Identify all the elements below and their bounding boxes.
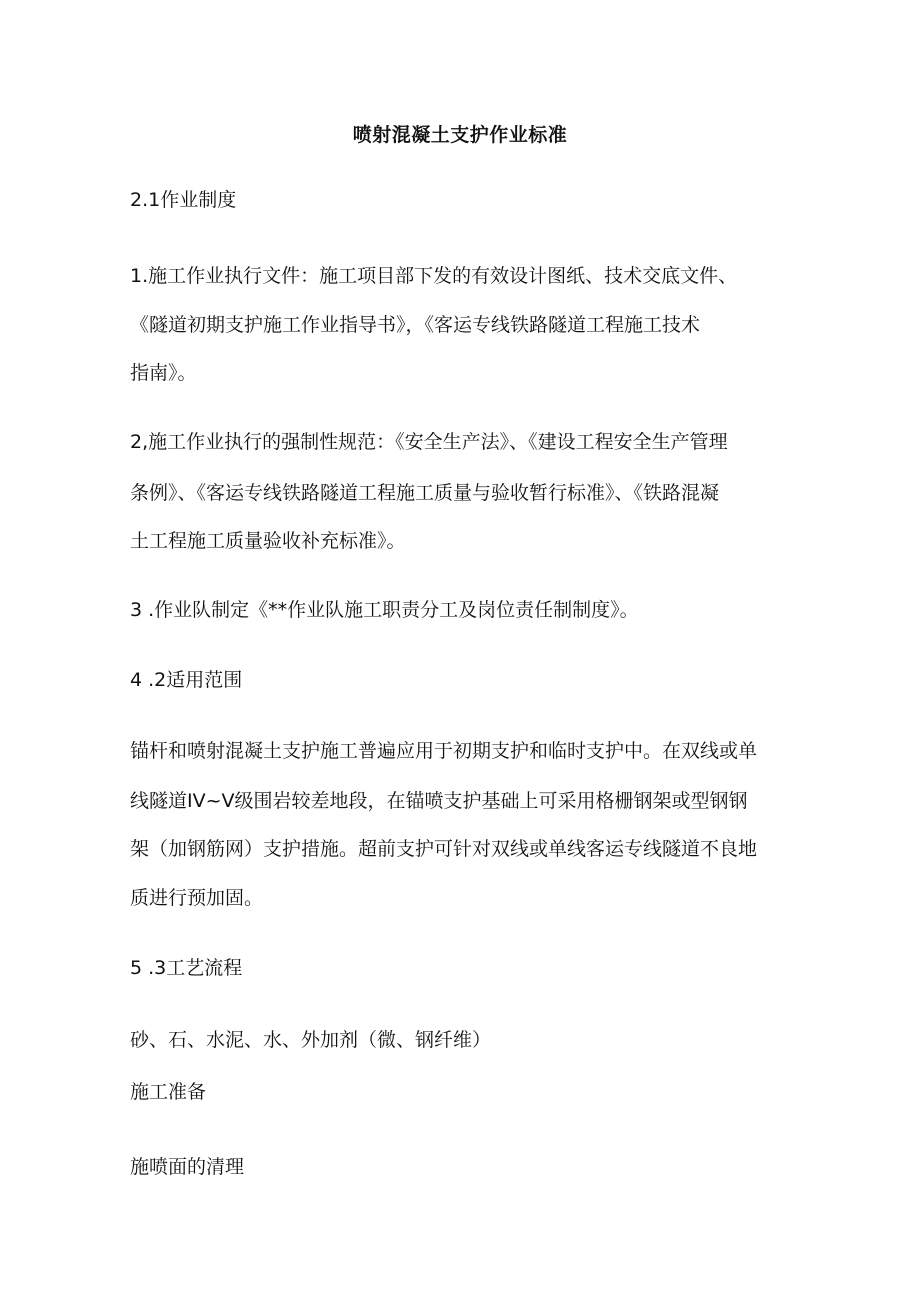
item2-line2: 条例》、《客运专线铁路隧道工程施工质量与验收暂行标准》、《铁路混凝 bbox=[130, 482, 720, 504]
section-heading-2-1: 2.1作业制度 bbox=[130, 189, 237, 211]
flow-preparation: 施工准备 bbox=[130, 1081, 207, 1103]
section-heading-2-3: 5 .3工艺流程 bbox=[130, 957, 243, 979]
flow-materials: 砂、石、水泥、水、外加剂（微、钢纤维） bbox=[130, 1029, 492, 1051]
scope-line3: 架（加钢筋网）支护措施。超前支护可针对双线或单线客运专线隧道不良地 bbox=[130, 838, 758, 860]
document-title: 喷射混凝土支护作业标准 bbox=[352, 124, 568, 146]
item1-line1: 1.施工作业执行文件：施工项目部下发的有效设计图纸、技术交底文件、 bbox=[130, 265, 738, 287]
item2-line1: 2,施工作业执行的强制性规范：《安全生产法》、《建设工程安全生产管理 bbox=[130, 431, 728, 453]
scope-line4: 质进行预加固。 bbox=[130, 887, 264, 909]
item3-line: 3 .作业队制定《**作业队施工职责分工及岗位责任制制度》。 bbox=[130, 599, 639, 621]
scope-line1: 锚杆和喷射混凝土支护施工普遍应用于初期支护和临时支护中。在双线或单 bbox=[130, 740, 758, 762]
flow-surface-cleaning: 施喷面的清理 bbox=[130, 1156, 245, 1178]
item1-line3: 指南》。 bbox=[130, 362, 197, 384]
item2-line3: 土工程施工质量验收补充标准》。 bbox=[130, 530, 406, 552]
scope-line2: 线隧道IV~V级围岩较差地段，在锚喷支护基础上可采用格栅钢架或型钢钢 bbox=[130, 790, 748, 812]
item1-line2: 《隧道初期支护施工作业指导书》，《客运专线铁路隧道工程施工技术 bbox=[130, 314, 701, 336]
section-heading-2-2: 4 .2适用范围 bbox=[130, 669, 243, 691]
